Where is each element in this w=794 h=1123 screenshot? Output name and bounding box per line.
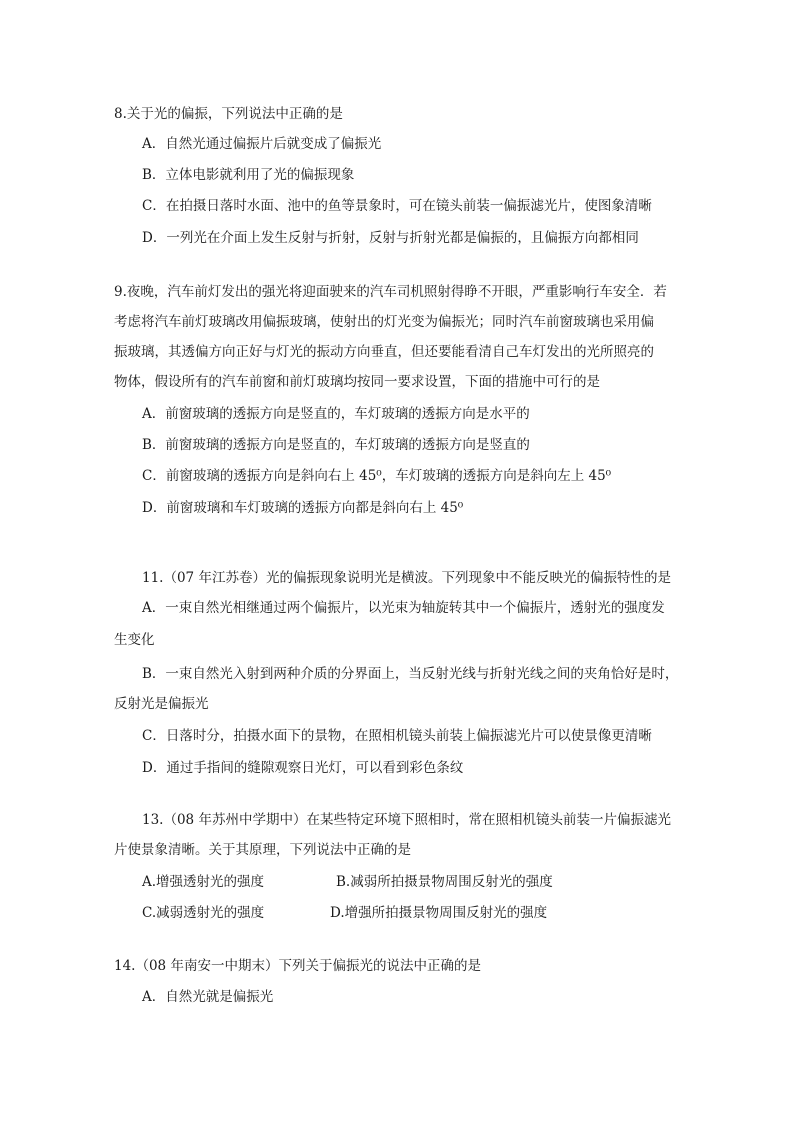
- q13-option-a: A.增强透射光的强度: [142, 874, 265, 890]
- q11-option-a-line2: 生变化: [114, 632, 155, 648]
- q14-option-a: A．自然光就是偏振光: [142, 989, 274, 1005]
- q11-option-a-line1: A．一束自然光相继通过两个偏振片，以光束为轴旋转其中一个偏振片，透射光的强度发: [142, 600, 665, 616]
- q9-stem-line1: 9.夜晚，汽车前灯发出的强光将迎面驶来的汽车司机照射得睁不开眼，严重影响行车安全．若: [114, 284, 667, 300]
- q9-stem-line3: 振玻璃，其透偏方向正好与灯光的振动方向垂直，但还要能看清自己车灯发出的光所照亮的: [114, 344, 654, 360]
- q11-stem: 11.（07 年江苏卷）光的偏振现象说明光是横波。下列现象中不能反映光的偏振特性的是: [142, 570, 671, 586]
- q13-option-d: D.增强所拍摄景物周围反射光的强度: [330, 905, 548, 921]
- q8-option-c: C．在拍摄日落时水面、池中的鱼等景象时，可在镜头前装一偏振滤光片，使图象清晰: [142, 198, 652, 214]
- q9-stem-line4: 物体，假设所有的汽车前窗和前灯玻璃均按同一要求设置，下面的措施中可行的是: [114, 374, 600, 390]
- q9-option-b: B．前窗玻璃的透振方向是竖直的，车灯玻璃的透振方向是竖直的: [142, 437, 530, 453]
- q11-option-b-line1: B．一束自然光入射到两种介质的分界面上，当反射光线与折射光线之间的夹角恰好是时，: [142, 666, 679, 682]
- q11-option-d: D．通过手指间的缝隙观察日光灯，可以看到彩色条纹: [142, 760, 464, 776]
- q13-option-c: C.减弱透射光的强度: [142, 905, 265, 921]
- q8-stem: 8.关于光的偏振，下列说法中正确的是: [114, 106, 343, 122]
- q11-option-c: C．日落时分，拍摄水面下的景物，在照相机镜头前装上偏振滤光片可以使景像更清晰: [142, 728, 652, 744]
- q8-option-b: B．立体电影就利用了光的偏振现象: [142, 167, 355, 183]
- q9-option-c: C．前窗玻璃的透振方向是斜向右上 45⁰，车灯玻璃的透振方向是斜向左上 45⁰: [142, 468, 612, 484]
- q8-option-d: D．一列光在介面上发生反射与折射，反射与折射光都是偏振的，且偏振方向都相同: [142, 230, 639, 246]
- q9-option-a: A．前窗玻璃的透振方向是竖直的，车灯玻璃的透振方向是水平的: [142, 406, 530, 422]
- q11-option-b-line2: 反射光是偏振光: [114, 696, 209, 712]
- q13-option-b: B.减弱所拍摄景物周围反射光的强度: [336, 874, 553, 890]
- q9-stem-line2: 考虑将汽车前灯玻璃改用偏振玻璃，使射出的灯光变为偏振光；同时汽车前窗玻璃也采用偏: [114, 314, 654, 330]
- q9-option-d: D．前窗玻璃和车灯玻璃的透振方向都是斜向右上 45⁰: [142, 500, 464, 516]
- q8-option-a: A．自然光通过偏振片后就变成了偏振光: [142, 136, 382, 152]
- q13-stem-line2: 片使景象清晰。关于其原理，下列说法中正确的是: [114, 842, 411, 858]
- q13-stem-line1: 13.（08 年苏州中学期中）在某些特定环境下照相时，常在照相机镜头前装一片偏振滤光: [142, 812, 671, 828]
- q14-stem: 14.（08 年南安一中期末）下列关于偏振光的说法中正确的是: [114, 958, 481, 974]
